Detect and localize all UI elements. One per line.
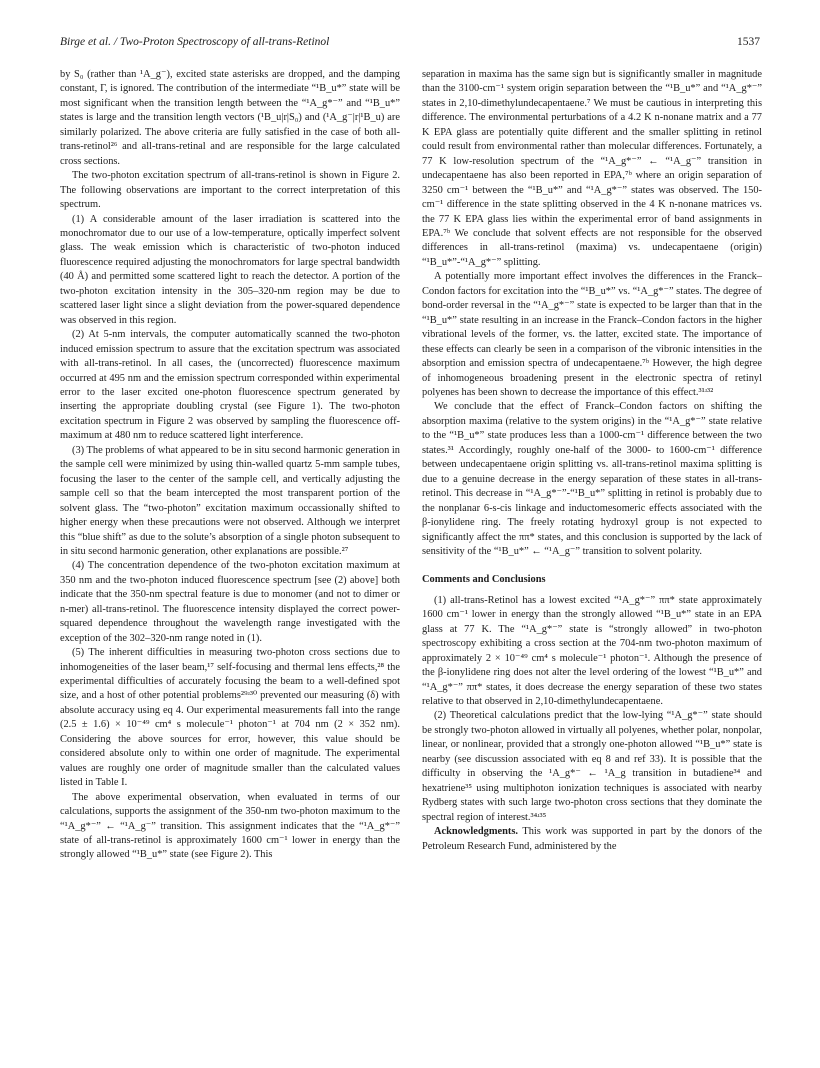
acknowledgments-label: Acknowledgments. (434, 826, 518, 838)
page-number: 1537 (737, 36, 760, 48)
acknowledgments-text: This work was supported in part by the donors of the Petroleum Research Fund, administered by the (422, 826, 762, 852)
paragraph: (3) The problems of what appeared to be in situ second harmonic generation in the sample cell were minimized by using thin-walled quartz 5-mm sample tubes, focusing the laser to the center of the sample cell, and vertically adjusting the sample cell so that the beam intercepted the most transparent portion of the solvent glass. The “two-photon” excitation maximum occassionally shifted to higher energy when these precautions were not observed. Although we interpret this “blue shift” as due to the solute’s absorption of a single photon subsequent to in situ second harmonic generation, other explanations are possible.²⁷ (60, 444, 400, 557)
paragraph: (4) The concentration dependence of the two-photon excitation maximum at 350 nm and the two-photon induced fluorescence spectrum [see (2) above] both indicate that the 350-nm spectral feature is due to monomer (and not to dimer or n-mer) all-trans-retinol. The fluorescence intensity displayed the correct power-squared dependence throughout the wavelength range investigated with the exception of the 302–320-nm range noted in (1). (60, 560, 400, 644)
paragraph: (2) Theoretical calculations predict that the low-lying “¹A_g*⁻” state should be strongly two-photon allowed in virtually all polyenes, whether polar, nonpolar, linear, or nonlinear, provided that a strongly one-photon allowed “¹B_u*” state is nearby (see discussion associated with eq 8 and ref 33). It is possible that the difficulty in observing the ¹A_g*⁻ ← ¹A_g transition in butadiene³⁴ and hexatriene³⁵ using multiphoton ionization techniques is associated with nearby Rydberg states with such large two-photon cross sections that they dominate the spectral region of interest.³⁴ʴ³⁵ (422, 710, 762, 823)
paragraph: (2) At 5-nm intervals, the computer automatically scanned the two-photon induced emission spectrum to assure that the excitation spectrum was associated with all-trans-retinol. In all cases, the (uncorrected) fluorescence maximum occurred at 495 nm and the emission spectrum corresponded within experimental error to the laser excited one-photon fluorescence spectrum generated by inserting the appropriate doubling crystal (see Figure 1). The two-photon excitation spectrum in Figure 2 was observed by sampling the fluorescence off-maximum at 480 nm to reduce scattered light interference. (60, 329, 400, 442)
paragraph: A potentially more important effect involves the differences in the Franck–Condon factors for excitation into the “¹B_u*” vs. “¹A_g*⁻” states. The degree of bond-order reversal in the “¹A_g*⁻” state is expected to be larger than that in the “¹B_u*” state resulting in an increase in the Franck–Condon factors in the higher vibrational levels of the former, vs. the latter, excited state. The importance of these effects can clearly be seen in a comparison of the vibronic intensities in the absorption and emission spectra of undecapentaene.⁷ᵇ However, the high degree of inhomogeneous broadening present in the electronic spectra of retinyl polyenes has been shown to decrease the importance of this effect.³¹ʴ³² (422, 271, 762, 398)
paragraph: The two-photon excitation spectrum of all-trans-retinol is shown in Figure 2. The following observations are important to the correct interpretation of this spectrum. (60, 170, 400, 211)
paragraph: (5) The inherent difficulties in measuring two-photon cross sections due to inhomogeneities of the laser beam,¹⁷ self-focusing and thermal lens effects,²⁸ the experimental difficulties of accurately focusing the beam to a well-defined spot size, and a host of other potential problems²⁹ʴ³⁰ prevented our measuring (δ) with absolute accuracy using eq 4. Our experimental measurements fall into the range (2.5 ± 1.6) × 10⁻⁴⁹ cm⁴ s molecule⁻¹ photon⁻¹ at 704 nm (2 × 352 nm). Considering the above sources for error, however, this value should be considered absolute only to within one order of magnitude. The experimental values are roughly one order of magnitude smaller than the calculated values listed in Table I. (60, 647, 400, 789)
running-header (60, 36, 760, 52)
acknowledgments (422, 825, 762, 854)
paragraph: separation in maxima has the same sign but is significantly smaller in magnitude than the 3100-cm⁻¹ system origin separation between the “¹B_u*” and “¹A_g*⁻” states in 2,10-dimethylundecapentaene.⁷ We must be cautious in interpreting this difference. The environmental perturbations of a 4.2 K n-nonane matrix and a 77 K EPA glass are potentially quite different and the smaller splitting in retinol could result from environmental rather than molecular differences. Fortunately, a 77 K low-resolution spectrum of the “¹A_g*⁻” ← “¹A_g⁻” transition in undecapentaene has also been reported in EPA,⁷ᵇ where an origin separation of 3250 cm⁻¹ between the “¹B_u*” and “¹A_g*⁻” states was observed. The 150-cm⁻¹ difference in the state splitting observed in the 4 K n-nonane matrices vs. the 77 K EPA glass lies within the experimental error of band assignments in EPA.⁷ᵇ We conclude that solvent effects are not responsible for the observed differences in all-trans-retinol (maxima) vs. undecapentaene (origin) “¹B_u*”-“¹A_g*⁻” splitting. (422, 69, 762, 268)
paragraph: We conclude that the effect of Franck–Condon factors on shifting the absorption maxima (relative to the system origins) in the “¹A_g*⁻” state relative to the “¹B_u*” state produces less than a 1000-cm⁻¹ difference between the two states.³¹ Accordingly, roughly one-half of the 3000- to 1600-cm⁻¹ difference between undecapentaene origin splitting vs. all-trans-retinol maxima splitting is due to a genuine decrease in the energy separation of these states in all-trans-retinol. This decrease in “¹A_g*⁻”-“¹B_u*” splitting in retinol is probably due to the nonplanar 6-s-cis linkage and inductomesomeric effects associated with the β-ionylidene ring. The freely rotating hydroxyl group is not expected to significantly affect the ππ* states, and this conclusion is supported by the lack of sensitivity of the “¹B_u*” ← “¹A_g⁻” transition to solvent polarity. (422, 401, 762, 557)
paragraph: by S₀ (rather than ¹A_g⁻), excited state asterisks are dropped, and the damping constant, Γ, is ignored. The contribution of the intermediate “¹B_u*” state will be most significant when the transition length between the “¹A_g*⁻” and “¹B_u*” states is large and the transition length vectors (¹B_u|r|S₀) and (¹A_g⁻|r|¹B_u) are similarly polarized. The above criteria are fully satisfied in the case of both all-trans-retinol²⁶ and all-trans-retinal and are responsible for the large calculated cross sections. (60, 69, 400, 167)
paragraph: (1) A considerable amount of the laser irradiation is scattered into the monochromator due to our use of a low-temperature, optically imperfect solvent glass. The weak emission which is characteristic of two-photon induced fluorescence required adjusting the monochromators for large spectral bandwidth (40 Å) and permitted some scattered light to reach the detector. A portion of the two-photon excitation intensity in the 305–320-nm region may be due to scattered laser light since a slight deviation from the power-squared dependence was observed in this region. (60, 213, 400, 326)
running-title: Birge et al. / Two-Proton Spectroscopy of all-trans-Retinol (60, 36, 330, 48)
right-column (422, 68, 762, 854)
left-column (60, 68, 400, 863)
paragraph: The above experimental observation, when evaluated in terms of our calculations, supports the assignment of the 350-nm two-photon maximum to the “¹A_g*⁻” ← “¹A_g⁻” transition. This assignment indicates that the “¹A_g*⁻” state of all-trans-retinol is approximately 1600 cm⁻¹ lower in energy than the strongly allowed “¹B_u*” state (see Figure 2). This (60, 791, 400, 861)
section-heading: Comments and Conclusions (422, 574, 546, 586)
paragraph: (1) all-trans-Retinol has a lowest excited “¹A_g*⁻” ππ* state approximately 1600 cm⁻¹ lower in energy than the strongly allowed “¹B_u*” state in an EPA glass at 77 K. The “¹A_g*⁻” state is “strongly allowed” in two-photon spectroscopy exhibiting a cross section at the 704-nm two-photon maximum of approximately 2 × 10⁻⁴⁹ cm⁴ s molecule⁻¹ photon⁻¹. Although the presence of the β-ionylidene ring does not alter the level ordering of the lowest “¹B_u*” and “¹A_g*⁻” ππ* states, it does decrease the energy separation of these two states relative to that observed in 2,10-dimethylundecapentaene. (422, 594, 762, 708)
